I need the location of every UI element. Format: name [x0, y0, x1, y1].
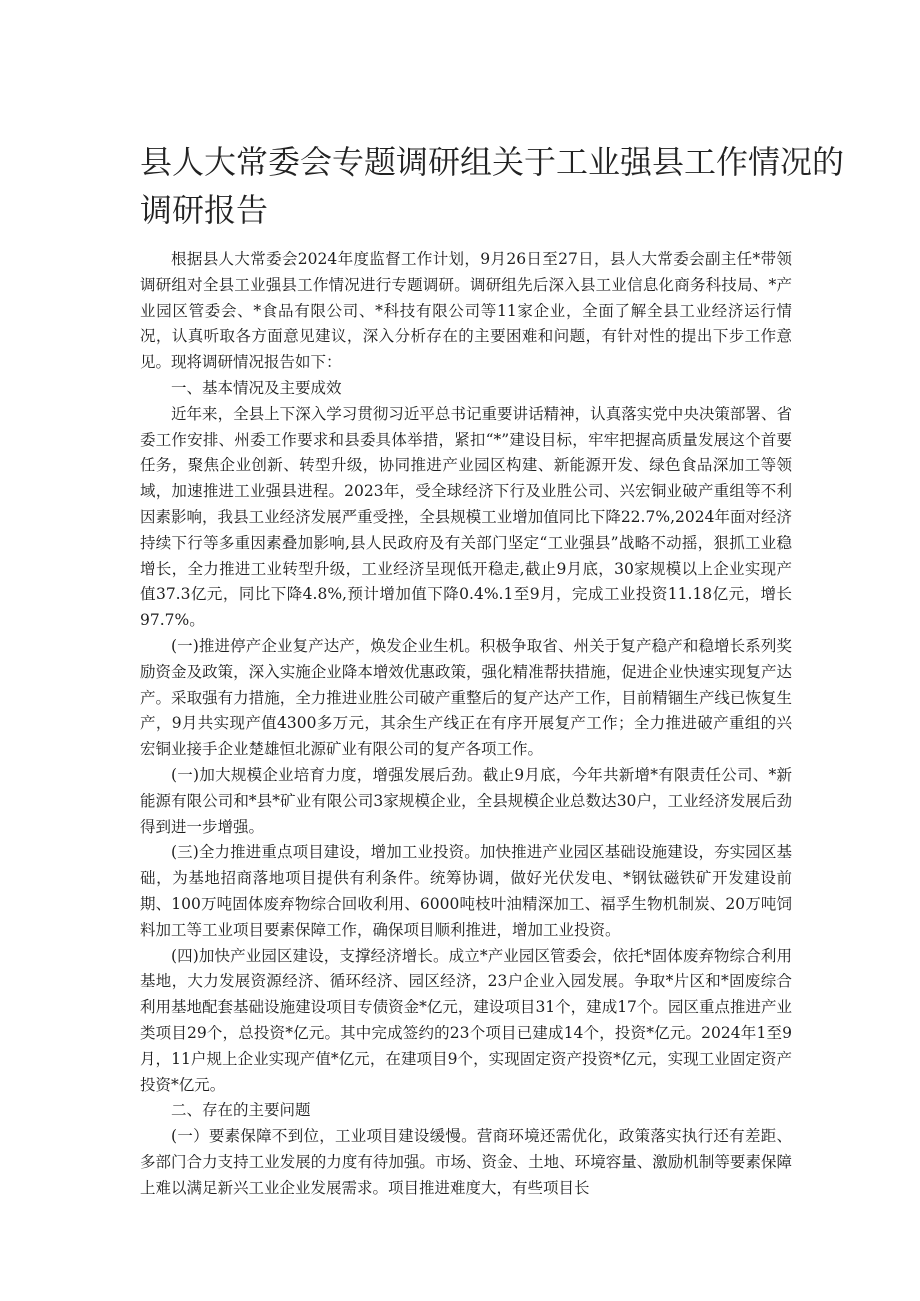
document-title-line-1: 县人大常委会专题调研组关于工业强县工作情况的 [140, 143, 845, 181]
section-heading-1: 一、基本情况及主要成效 [171, 378, 342, 397]
paragraph-problem-1: (一）要素保障不到位，工业项目建设缓慢。营商环境还需优化，政策落实执行还有差距、多部门合力支持工业发展的力度有待加强。市场、资金、土地、环境容量、激励机制等要素保障上难以满足新兴工业企业发展需求。项目推进难度大，有些项目长 [140, 1127, 792, 1197]
paragraph-item-4: (四)加快产业园区建设，支撑经济增长。成立*产业园区管委会，依托*固体废弃物综合利用基地，大力发展资源经济、循环经济、园区经济，23户企业入园发展。争取*片区和*固废综合利用基地配套基础设施建设项目专债资金*亿元，建设项目31个，建成17个。园区重点推进产业类项目29个，总投资*亿元。其中完成签约的23个项目已建成14个，投资*亿元。2024年1至9月，11户规上企业实现产值*亿元，在建项目9个，实现固定资产投资*亿元，实现工业固定资产投资*亿元。 [140, 946, 792, 1094]
document-title-line-2: 调研报告 [140, 191, 269, 229]
section-heading-2: 二、存在的主要问题 [171, 1101, 311, 1120]
intro-paragraph: 根据县人大常委会2024年度监督工作计划，9月26日至27日，县人大常委会副主任*带领调研组对全县工业强县工作情况进行专题调研。调研组先后深入县工业信息化商务科技局、*产业园区管委会、*食品有限公司、*科技有限公司等11家企业，全面了解全县工业经济运行情况，认真听取各方面意见建议，深入分析存在的主要困难和问题，有针对性的提出下步工作意见。现将调研情况报告如下： [140, 250, 792, 372]
paragraph-item-1: (一)推进停产企业复产达产，焕发企业生机。积极争取省、州关于复产稳产和稳增长系列奖励资金及政策，深入实施企业降本增效优惠政策，强化精准帮扶措施，促进企业快速实现复产达产。采取强有力措施，全力推进业胜公司破产重整后的复产达产工作，目前精锢生产线已恢复生产，9月共实现产值4300多万元，其余生产线正在有序开展复产工作；全力推进破产重组的兴宏铜业接手企业楚雄恒北源矿业有限公司的复产各项工作。 [140, 636, 792, 759]
paragraph-item-2: (一)加大规模企业培育力度，增强发展后劲。截止9月底，今年共新增*有限责任公司、*新能源有限公司和*县*矿业有限公司3家规模企业，全县规模企业总数达30户，工业经济发展后劲得到进一步增强。 [140, 765, 792, 836]
document-body [140, 247, 792, 1201]
paragraph-item-3: (三)全力推进重点项目建设，增加工业投资。加快推进产业园区基础设施建设，夯实园区基础，为基地招商落地项目提供有利条件。统筹协调，做好光伏发电、*钢钛磁铁矿开发建设前期、100万吨固体废弃物综合回收利用、6000吨枝叶油精深加工、福孚生物机制炭、20万吨饲料加工等工业项目要素保障工作，确保项目顺利推进，增加工业投资。 [140, 843, 792, 939]
paragraph-overview: 近年来，全县上下深入学习贯彻习近平总书记重要讲话精神，认真落实党中央决策部署、省委工作安排、州委工作要求和县委具体举措，紧扣“*”建设目标，牢牢把握高质量发展这个首要任务，聚焦企业创新、转型升级，协同推进产业园区构建、新能源开发、绿色食品深加工等领域，加速推进工业强县进程。2023年，受全球经济下行及业胜公司、兴宏铜业破产重组等不利因素影响，我县工业经济发展严重受挫，全县规模工业增加值同比下降22.7%,2024年面对经济持续下行等多重因素叠加影响,县人民政府及有关部门坚定“工业强县”战略不动摇，狠抓工业稳增长，全力推进工业转型升级，工业经济呈现低开稳走,截止9月底，30家规模以上企业实现产值37.3亿元，同比下降4.8%,预计增加值下降0.4%.1至9月，完成工业投资11.18亿元，增长97.7%。 [140, 404, 792, 630]
